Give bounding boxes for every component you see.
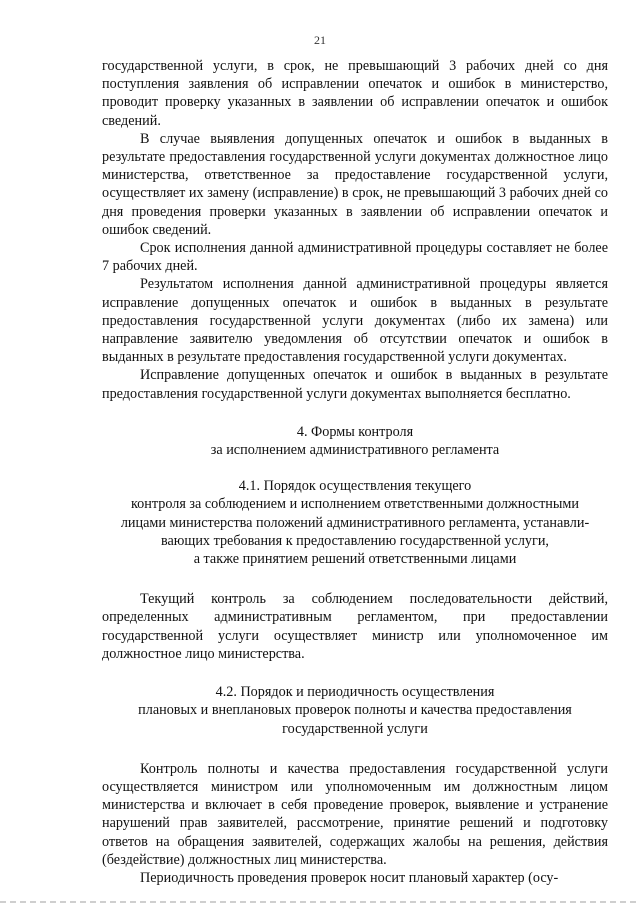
paragraph-continuation: государственной услуги, в срок, не превышающий 3 рабочих дней со дня поступления заявления об исправлении опечаток и ошибок в министерство, проводит проверку указанных в заявлении об исправлении опечаток и ошибок сведений. [102,58,608,129]
paragraph-error-correction: В случае выявления допущенных опечаток и ошибок в выданных в результате предоставления государственной услуги документах должностное лицо министерства, ответственное за предоставление государственной услуги, осуществляет их замену (исправление) в срок, не превышающий 3 рабочих дней со дня проведения проверки указанных в заявлении об исправлении опечаток и ошибок сведений. [102,130,608,238]
section-4-2-paragraph-1: Контроль полноты и качества предоставления государственной услуги осуществляется министром или уполномоченным им должностным лицом министерства и включает в себя проведение проверок, выявление и устранение нарушений прав заявителей, рассмотрение, принятие решений и подготовку ответов на обращения заявителей, содержащих жалобы на решения, действия (бездействие) должностных лиц министерства. [102,760,608,868]
section-4-2-title-line-3: государственной услуги [282,720,428,737]
section-4-heading [102,423,608,459]
section-4-1-paragraph: Текущий контроль за соблюдением последовательности действий, определенных административным регламентом, при предоставлении государственной услуги осуществляет министр или уполномоченное им должностное лицо министерства. [102,591,608,662]
section-4-title: 4. Формы контроля [296,423,414,440]
section-4-2-title-line-1: 4.2. Порядок и периодичность осуществления [215,684,495,701]
section-4-1-title-line-4: вающих требования к предоставлению государственной услуги, [161,532,549,549]
section-4-2-title-line-2: плановых и внеплановых проверок полноты и качества предоставления [138,702,572,719]
page-number: 21 [314,33,326,47]
paragraph-free-of-charge: Исправление допущенных опечаток и ошибок в выданных в результате предоставления государственной услуги документах выполняется бесплатно. [102,367,608,402]
section-4-1-title-line-5: а также принятием решений ответственными лицами [193,551,517,568]
section-4-2-paragraph-2: Периодичность проведения проверок носит плановый характер (осу- [140,869,559,886]
section-4-1-heading [102,477,608,568]
document-body [102,57,608,887]
section-4-1-title-line-1: 4.1. Порядок осуществления текущего [238,478,472,495]
paragraph-deadline: Срок исполнения данной административной процедуры составляет не более 7 рабочих дней. [102,240,608,275]
paragraph-result: Результатом исполнения данной административной процедуры является исправление допущенных опечаток и ошибок в выданных в результате предоставления государственной услуги документах (либо их замена) или направление заявителю уведомления об отсутствии опечаток и ошибок в выданных в результате предоставления государственной услуги документах. [102,276,608,366]
section-4-2-heading [102,683,608,738]
section-4-subtitle: за исполнением административного регламента [210,442,500,459]
scan-edge-artifact [0,901,640,903]
section-4-1-title-line-2: контроля за соблюдением и исполнением ответственными должностными [131,496,579,513]
section-4-1-title-line-3: лицами министерства положений административного регламента, устанавли- [120,514,590,531]
